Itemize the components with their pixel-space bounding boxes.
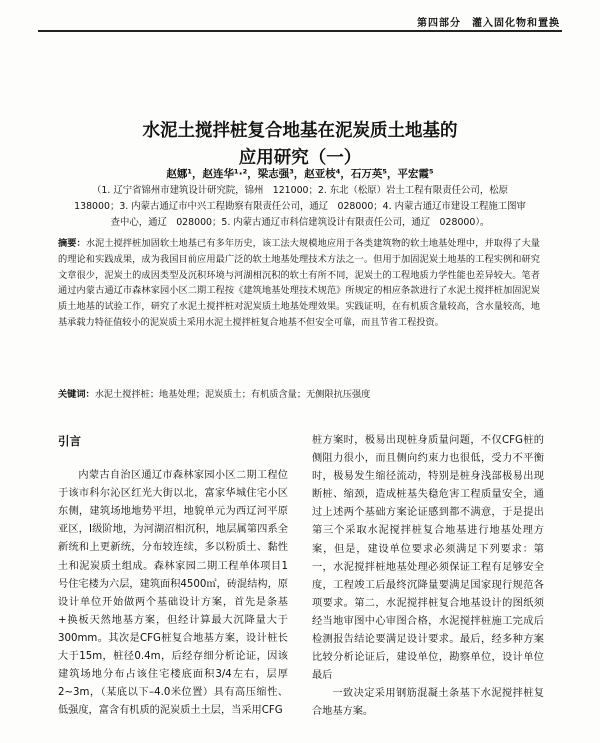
header-rule — [38, 30, 562, 32]
abstract-text: 水泥土搅拌桩加固软土地基已有多年历史，该工法大规模地应用于各类建筑物的软土地基处理中，并取得了大量的理论和实践成果，成为我国目前应用最广泛的软土地基处理技术方法之一。但用于加固泥炭土地基的工程实例和研究文章很少，泥炭土的成因类型及沉积环境与河湖相沉积的软土有所不同，泥炭土的工程地质力学性能也差异较大。笔者通过内蒙古通辽市森林家园小区二期工程按《建筑地基处理技术规范》所规定的相应条款进行了水泥土搅拌桩加固泥炭质土地基的试验工作，研究了水泥土搅拌桩对泥炭质土地基处理效果。实践证明，在有机质含量较高，含水量较高，地基承载力特征值较小的泥炭质土采用水泥土搅拌桩复合地基不但安全可靠，而且节省工程投资。 — [58, 238, 540, 328]
left-column — [58, 432, 288, 720]
running-head: 第四部分 灌入固化物和置换 — [417, 18, 560, 29]
paper-title — [40, 118, 560, 172]
title-line-1: 水泥土搅拌桩复合地基在泥炭质土地基的 — [142, 121, 458, 141]
abstract-label: 摘要： — [58, 238, 86, 249]
body-paragraph: 内蒙古自治区通辽市森林家园小区二期工程位于该市科尔沁区红光大街以北，富家华城住宅小区东侧，建筑场地地势平坦，地貌单元为西辽河平原亚区，Ⅰ级阶地，为河湖沼相沉积，地层属第四系全新统和上更新统，分布较连续，多以粉质土、黏性土和泥炭质土组成。森林家园二期工程单体项目1号住宅楼为六层，建筑面积4500㎡，砖混结构，原设计单位开始做两个基础设计方案，首先是条基+换板天然地基方案，但经计算最大沉降量大于300mm。其次是CFG桩复合地基方案，设计桩长大于15m，桩径0.4m，后经存细分析论证，因该建筑场地分布占该住宅楼底面积3/4左右，层厚2~3m，（某底以下–4.0米位置）具有高压缩性、低强度，富含有机质的泥炭质土土层，当采用CFG — [58, 470, 288, 717]
authors: 赵娜¹，赵连华¹·²，梁志强³，赵亚枝⁴，石万英⁵，平宏霞⁵ — [166, 168, 434, 180]
section-heading: 引言 — [58, 434, 81, 448]
affiliations: （1. 辽宁省锦州市建筑设计研究院，锦州 121000；2. 东北（松原）岩土工程有限责任公司，松原 138000；3. 内蒙古通辽市中兴工程勘察有限责任公司，通辽 028000；4. 内蒙古通辽市建设工程施工图审查中心，通辽 028000；5. 内蒙古通辽市科信建筑设计有限责任公司，通辽 028000）。 — [74, 185, 526, 228]
abstract — [58, 236, 540, 331]
keywords-text: 水泥土搅拌桩；地基处理；泥炭质土；有机质含量；无侧限抗压强度 — [94, 389, 371, 400]
title-line-2: 应用研究（一） — [238, 148, 362, 168]
right-column — [312, 432, 544, 722]
keywords — [58, 387, 540, 402]
keywords-label: 关键词： — [58, 389, 95, 400]
body-paragraph-conclusion: 一致决定采用钢筋混凝土条基下水泥搅拌桩复合地基方案。 — [312, 688, 544, 718]
body-paragraph-continued: 桩方案时，极易出现桩身质量问题，不仅CFG桩的侧阻力很小，而且侧向约束力也很低，受力不平衡时，极易发生缩径流动，特别是桩身浅部极易出现断桩、缩颈，造成桩基失稳危害工程质量安全，通过上述两个基础方案论证感到都不满意，于是提出第三个采取水泥搅拌桩复合地基进行地基处理方案，但是，建设单位要求必须满足下列要求：第一，水泥搅拌桩地基处理必须保证工程有足够安全度，工程竣工后最终沉降量要满足国家现行规范各项要求。第二，水泥搅拌桩复合地基设计的图纸须经当地审图中心审图合格，水泥搅拌桩施工完成后检测报告结论要满足设计要求。最后，经多种方案比较分析论证后，建设单位，勘察单位，设计单位最后 — [312, 435, 544, 682]
